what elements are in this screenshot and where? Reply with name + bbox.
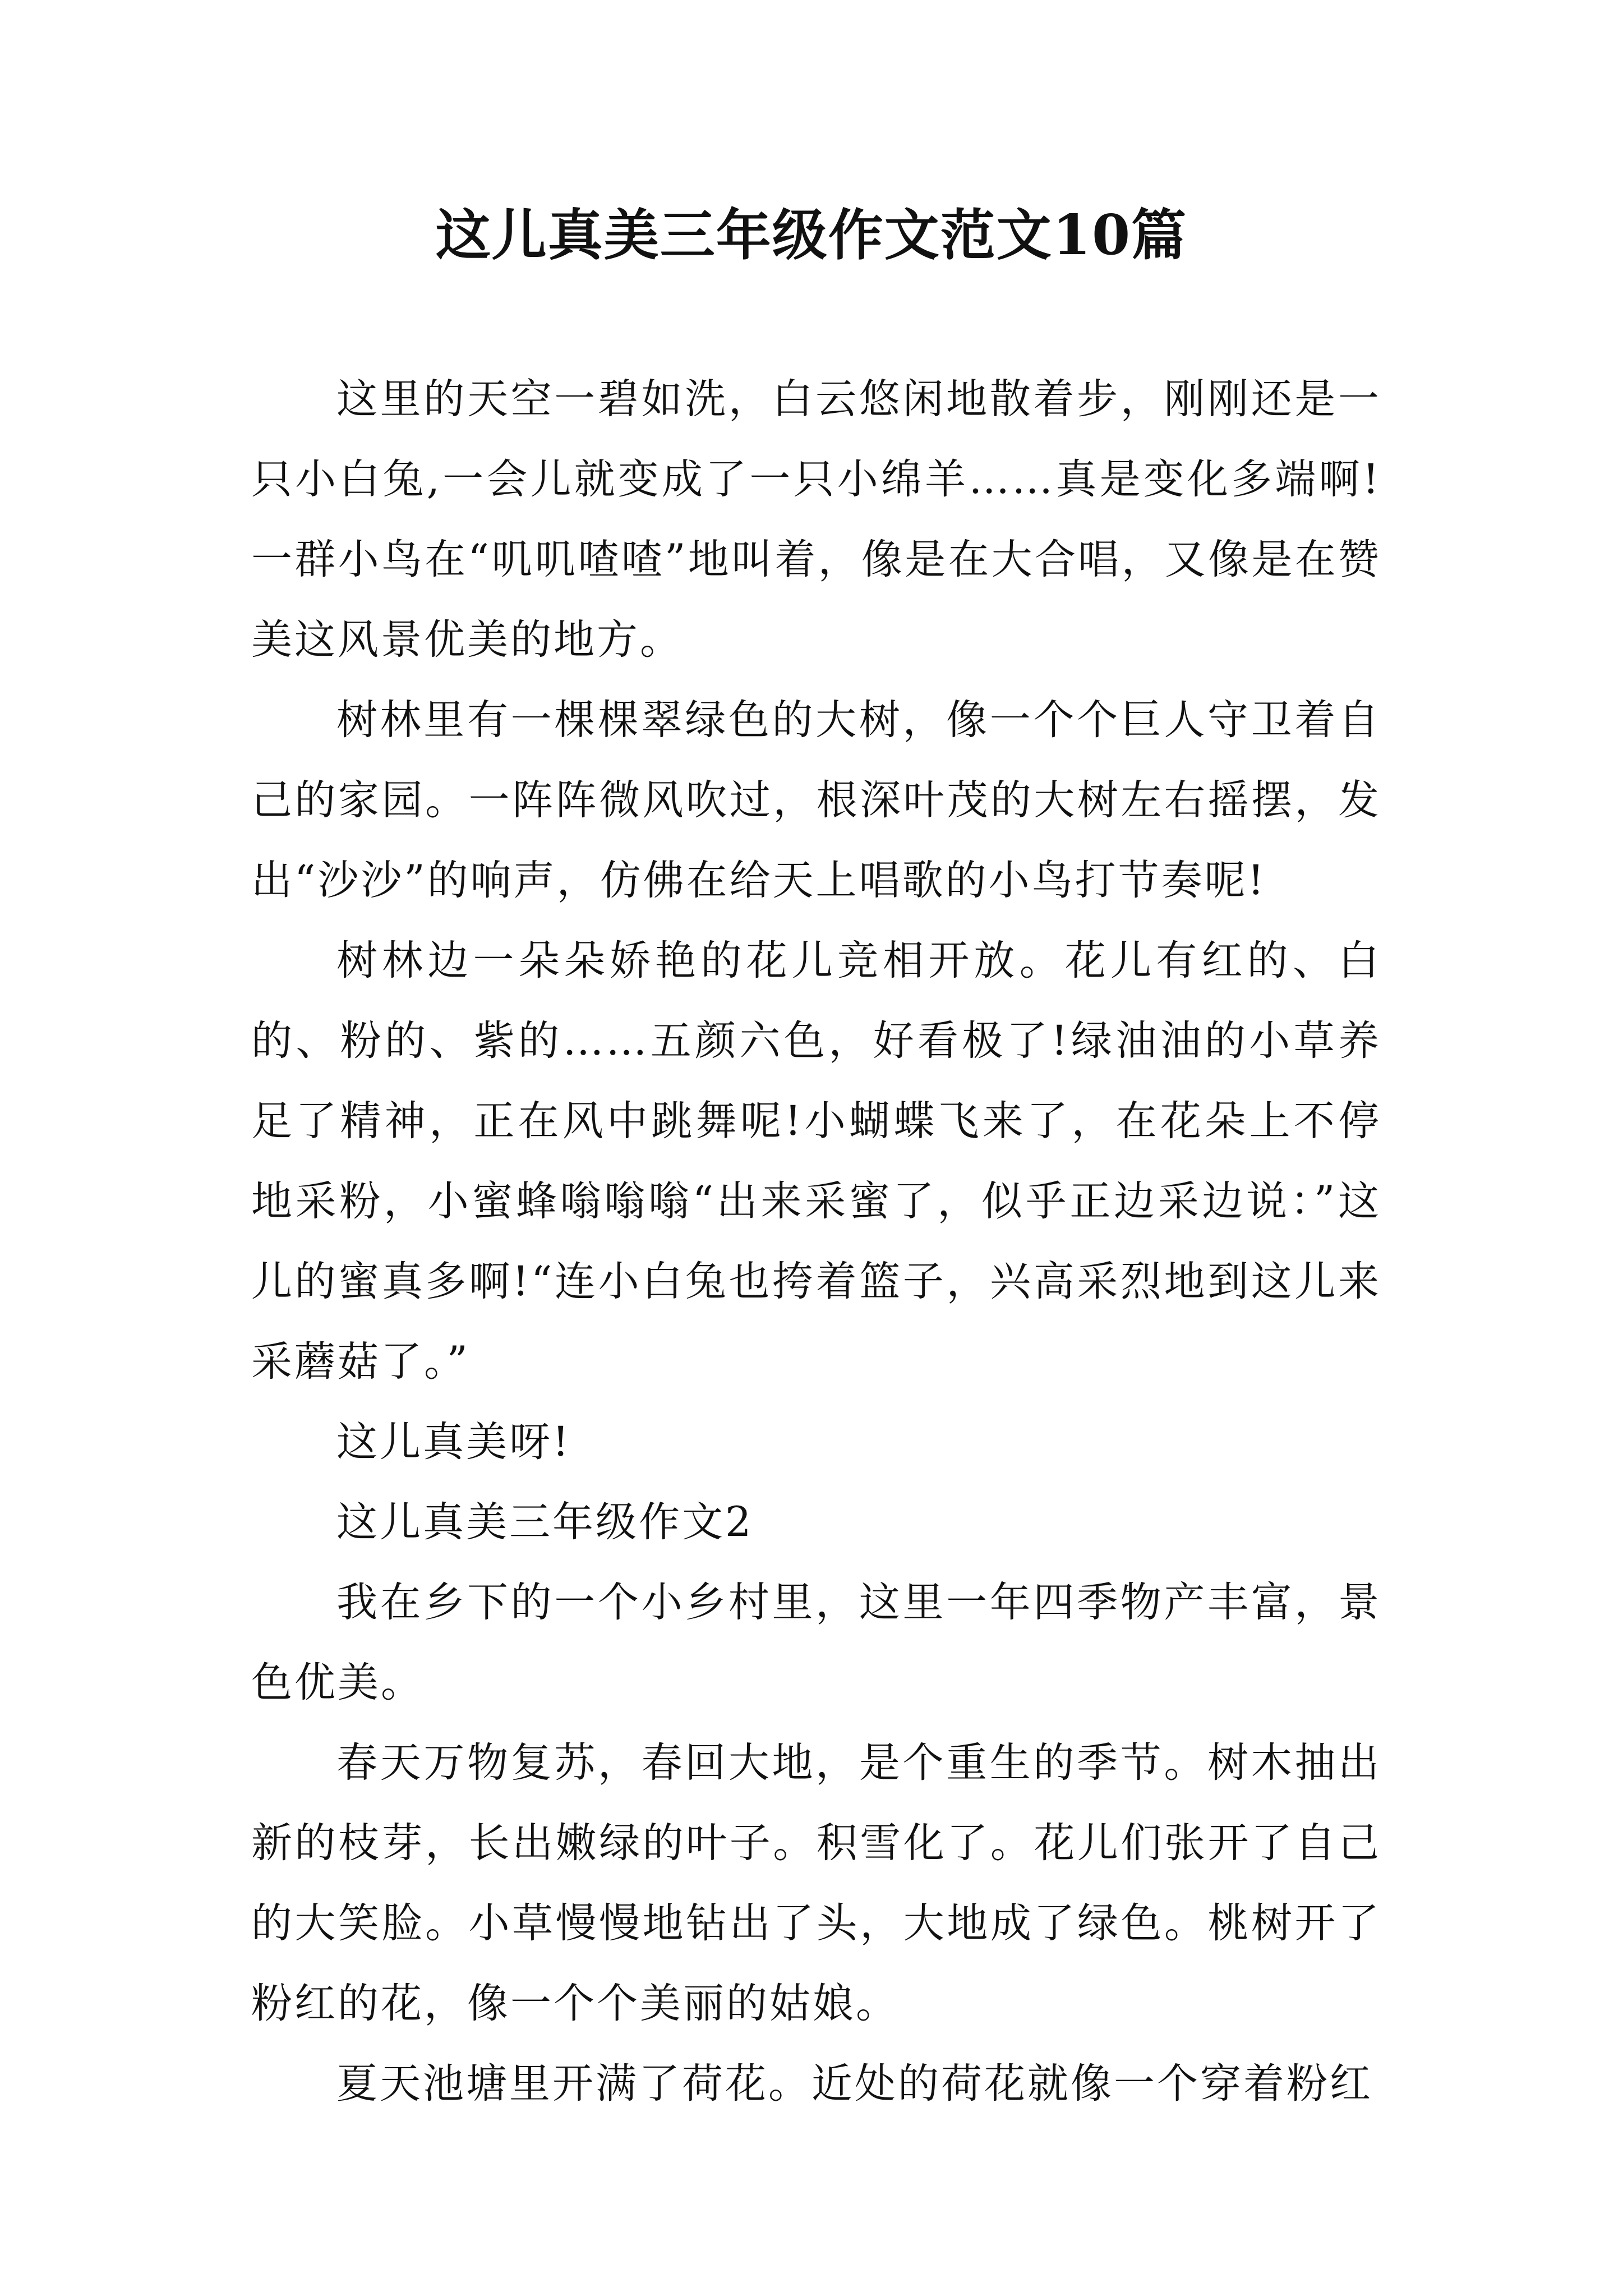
section-heading: 这儿真美三年级作文2 bbox=[336, 1498, 754, 1546]
paragraph: 树林里有一棵棵翠绿色的大树，像一个个巨人守卫着自己的家园。一阵阵微风吹过，根深叶茂的大树左右摇摆，发出“沙沙”的响声，仿佛在给天上唱歌的小鸟打节奏呢! bbox=[251, 696, 1381, 904]
paragraph: 夏天池塘里开满了荷花。近处的荷花就像一个穿着粉红 bbox=[336, 2060, 1373, 2108]
document-title: 这儿真美三年级作文范文10篇 bbox=[435, 203, 1188, 268]
paragraph: 树林边一朵朵娇艳的花儿竞相开放。花儿有红的、白的、粉的、紫的……五颜六色，好看极了!绿油油的小草养足了精神，正在风中跳舞呢!小蝴蝶飞来了，在花朵上不停地采粉，小蜜蜂嗡嗡嗡“出来采蜜了，似乎正边采边说：”这儿的蜜真多啊!“连小白兔也挎着篮子，兴高采烈地到这儿来采蘑菇了。” bbox=[251, 937, 1381, 1386]
paragraph: 我在乡下的一个小乡村里，这里一年四季物产丰富，景色优美。 bbox=[251, 1579, 1381, 1706]
document-body bbox=[251, 359, 1381, 2124]
paragraph: 这里的天空一碧如洗，白云悠闲地散着步，刚刚还是一只小白兔,一会儿就变成了一只小绵羊……真是变化多端啊!一群小鸟在“叽叽喳喳”地叫着，像是在大合唱，又像是在赞美这风景优美的地方。 bbox=[251, 375, 1381, 664]
paragraph: 这儿真美呀! bbox=[336, 1418, 571, 1466]
paragraph: 春天万物复苏，春回大地，是个重生的季节。树木抽出新的枝芽，长出嫩绿的叶子。积雪化了。花儿们张开了自己的大笑脸。小草慢慢地钻出了头，大地成了绿色。桃树开了粉红的花，像一个个美丽的姑娘。 bbox=[251, 1739, 1381, 2027]
